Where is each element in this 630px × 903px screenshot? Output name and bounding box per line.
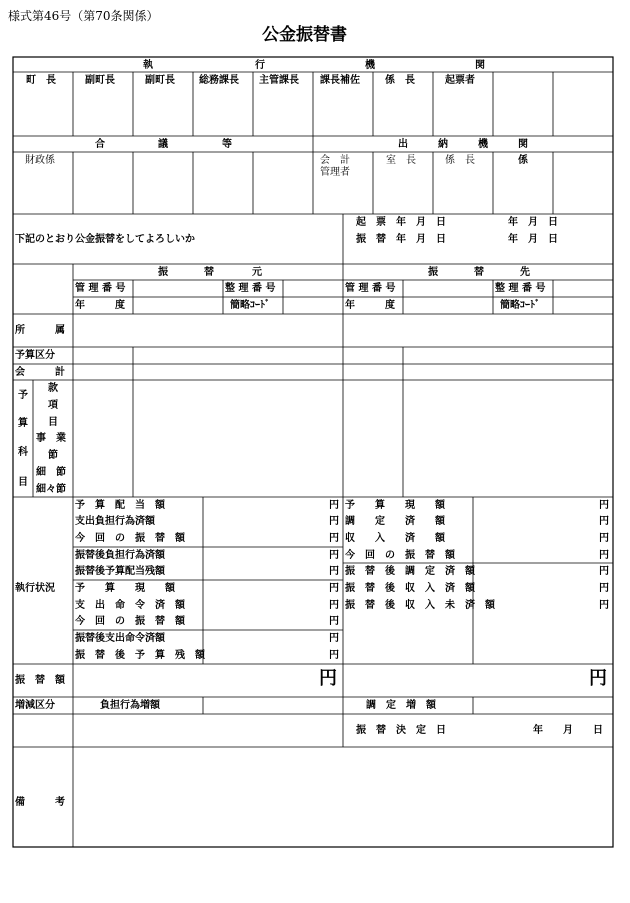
role-treasury-section-chief: 係 長 <box>445 155 475 166</box>
burden-increase-label: 負担行為増額 <box>100 700 160 711</box>
department-label: 所 属 <box>15 325 65 336</box>
yen-r4: 円 <box>599 566 609 577</box>
exec-left-4: 振替後予算配当残額 <box>75 566 165 577</box>
decision-date-label: 振 替 決 定 日 <box>356 725 446 736</box>
transfer-date-label: 振 替 年 月 日 <box>356 234 446 245</box>
exec-right-5: 振 替 後 収 入 済 額 <box>345 583 475 594</box>
subject-kou: 項 <box>48 400 58 411</box>
from-code-label: 簡略ｺｰﾄﾞ <box>230 300 270 311</box>
to-seq-number-label: 整 理 番 号 <box>495 283 546 294</box>
draft-date-value: 年 月 日 <box>508 217 558 228</box>
exec-left-5: 予 算 現 額 <box>75 583 175 594</box>
yen-r5: 円 <box>599 583 609 594</box>
subject-kan: 款 <box>48 383 58 394</box>
to-label-2: 替 <box>474 267 484 278</box>
to-code-label: 簡略ｺｰﾄﾞ <box>500 300 540 311</box>
exec-right-6: 振 替 後 収 入 未 済 額 <box>345 600 495 611</box>
from-label-2: 替 <box>204 267 214 278</box>
role-clerk: 係 <box>518 155 528 166</box>
role-deputy-mayor-2: 副町長 <box>145 75 175 86</box>
page-title: 公金振替書 <box>262 25 347 45</box>
from-year-label: 年 度 <box>75 300 125 311</box>
from-label-1: 振 <box>158 267 168 278</box>
exec-right-0: 予 算 現 額 <box>345 500 445 511</box>
finance-section-label: 財政係 <box>25 155 55 166</box>
yen-l8: 円 <box>329 633 339 644</box>
exec-left-6: 支 出 命 令 済 額 <box>75 600 185 611</box>
exec-left-1: 支出負担行為済額 <box>75 516 155 527</box>
transfer-amount-yen-from: 円 <box>319 668 337 689</box>
to-mgmt-number-label: 管 理 番 号 <box>345 283 396 294</box>
subject-saisaisetsu: 細々節 <box>36 484 66 495</box>
budget-class-label: 予算区分 <box>15 350 55 361</box>
yen-l4: 円 <box>329 566 339 577</box>
remarks-label: 備 考 <box>15 797 65 808</box>
transfer-amount-yen-to: 円 <box>589 668 607 689</box>
subject-v-1: 予 <box>18 390 28 401</box>
yen-r0: 円 <box>599 500 609 511</box>
from-label-3: 元 <box>252 267 262 278</box>
role-drafter: 起票者 <box>445 75 475 86</box>
yen-l3: 円 <box>329 550 339 561</box>
exec-right-1: 調 定 済 額 <box>345 516 445 527</box>
subject-v-2: 算 <box>18 418 28 429</box>
to-year-label: 年 度 <box>345 300 395 311</box>
exec-right-3: 今 回 の 振 替 額 <box>345 550 455 561</box>
yen-l1: 円 <box>329 516 339 527</box>
treasury-label-4: 関 <box>518 139 528 150</box>
exec-left-3: 振替後負担行為済額 <box>75 550 165 561</box>
role-deputy-mayor-1: 副町長 <box>85 75 115 86</box>
transfer-amount-label: 振 替 額 <box>15 675 65 686</box>
subject-v-4: 目 <box>18 477 28 488</box>
subject-v-3: 科 <box>18 447 28 458</box>
exec-label-3: 機 <box>365 60 375 71</box>
treasury-label-3: 機 <box>478 139 488 150</box>
account-label: 会 計 <box>15 367 65 378</box>
from-mgmt-number-label: 管 理 番 号 <box>75 283 126 294</box>
form-reference: 様式第46号（第70条関係） <box>8 9 159 23</box>
subject-saisetsu: 細 節 <box>36 467 66 478</box>
exec-right-2: 収 入 済 額 <box>345 533 445 544</box>
yen-l7: 円 <box>329 616 339 627</box>
to-label-3: 先 <box>520 267 530 278</box>
council-label-3: 等 <box>222 139 232 150</box>
yen-l6: 円 <box>329 600 339 611</box>
role-section-chief: 係 長 <box>385 75 415 86</box>
subject-moku: 目 <box>48 417 58 428</box>
treasury-label-2: 納 <box>438 139 448 150</box>
council-label-2: 議 <box>158 139 168 150</box>
from-seq-number-label: 整 理 番 号 <box>225 283 276 294</box>
assessment-increase-label: 調 定 増 額 <box>366 700 436 711</box>
treasury-label-1: 出 <box>398 139 408 150</box>
draft-date-label: 起 票 年 月 日 <box>356 217 446 228</box>
exec-label-1: 執 <box>143 60 153 71</box>
exec-left-0: 予 算 配 当 額 <box>75 500 165 511</box>
exec-label-4: 関 <box>475 60 485 71</box>
council-label-1: 合 <box>95 139 105 150</box>
subject-jigyo: 事 業 <box>36 433 66 444</box>
yen-r3: 円 <box>599 550 609 561</box>
exec-right-4: 振 替 後 調 定 済 額 <box>345 566 475 577</box>
role-mayor: 町 長 <box>26 75 56 86</box>
subject-setsu: 節 <box>48 450 58 461</box>
decision-date-value: 年 月 日 <box>533 725 603 736</box>
yen-l0: 円 <box>329 500 339 511</box>
yen-l2: 円 <box>329 533 339 544</box>
role-manager: 管理者 <box>320 167 350 178</box>
role-department-chief: 主管課長 <box>259 75 299 86</box>
to-label-1: 振 <box>428 267 438 278</box>
exec-status-label: 執行状況 <box>15 583 55 594</box>
yen-r1: 円 <box>599 516 609 527</box>
yen-r6: 円 <box>599 600 609 611</box>
adjust-class-label: 増減区分 <box>15 700 55 711</box>
exec-label-2: 行 <box>255 60 265 71</box>
yen-l9: 円 <box>329 650 339 661</box>
role-assistant-chief: 課長補佐 <box>320 75 360 86</box>
yen-l5: 円 <box>329 583 339 594</box>
transfer-date-value: 年 月 日 <box>508 234 558 245</box>
role-general-affairs-chief: 総務課長 <box>199 75 239 86</box>
role-office-chief: 室 長 <box>386 155 416 166</box>
exec-left-8: 振替後支出命令済額 <box>75 633 165 644</box>
exec-left-9: 振 替 後 予 算 残 額 <box>75 650 205 661</box>
yen-r2: 円 <box>599 533 609 544</box>
role-accounting: 会 計 <box>320 155 350 166</box>
exec-left-7: 今 回 の 振 替 額 <box>75 616 185 627</box>
approval-text: 下記のとおり公金振替をしてよろしいか <box>15 234 195 245</box>
exec-left-2: 今 回 の 振 替 額 <box>75 533 185 544</box>
